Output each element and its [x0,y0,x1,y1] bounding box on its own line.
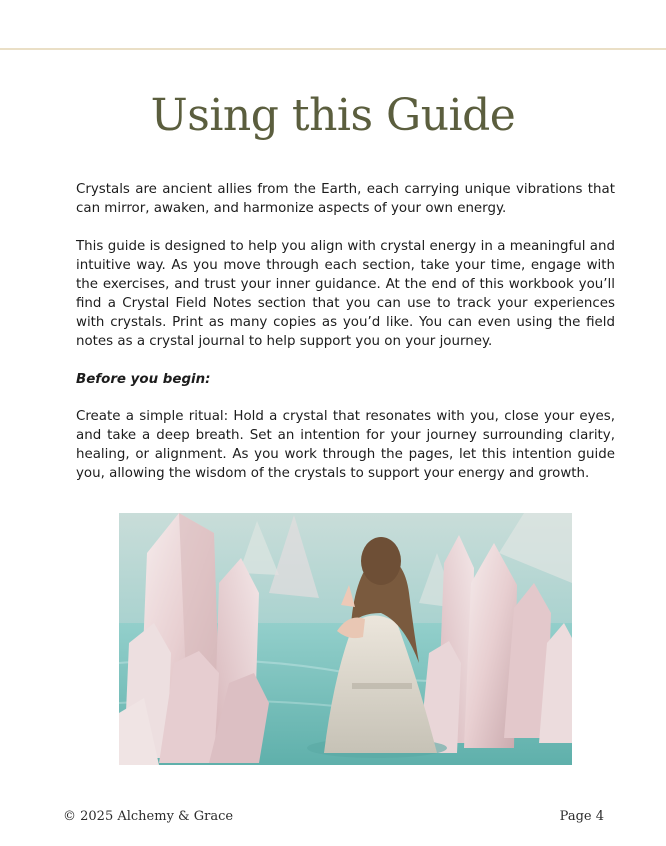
crystal-meditation-image [119,513,572,765]
intro-paragraph: Crystals are ancient allies from the Earth, each carrying unique vibrations that can mirror, awaken, and harmonize aspects of your own energy. [76,182,615,216]
page-title: Using this Guide [150,90,516,141]
header-rule [0,48,666,50]
ritual-paragraph: Create a simple ritual: Hold a crystal that resonates with you, close your eyes, and take a deep breath. Set an intention for your journey surrounding clarity, healing, or alignment. As you work through the pages, let this intention guide you, allowing the wisdom of the crystals to support your energy and growth. [76,409,615,481]
before-you-begin-heading: Before you begin: [76,372,211,387]
footer-copyright: © 2025 Alchemy & Grace [63,809,234,824]
guide-paragraph: This guide is designed to help you align with crystal energy in a meaningful and intuitive way. As you move through each section, take your time, engage with the exercises, and trust your inner guidance. At the end of this workbook you’ll find a Crystal Field Notes section that you can use to track your experiences with crystals. Print as many copies as you’d like. You can even using the field notes as a crystal journal to help support you on your journey. [76,239,615,349]
footer-page-number: Page 4 [559,809,604,824]
